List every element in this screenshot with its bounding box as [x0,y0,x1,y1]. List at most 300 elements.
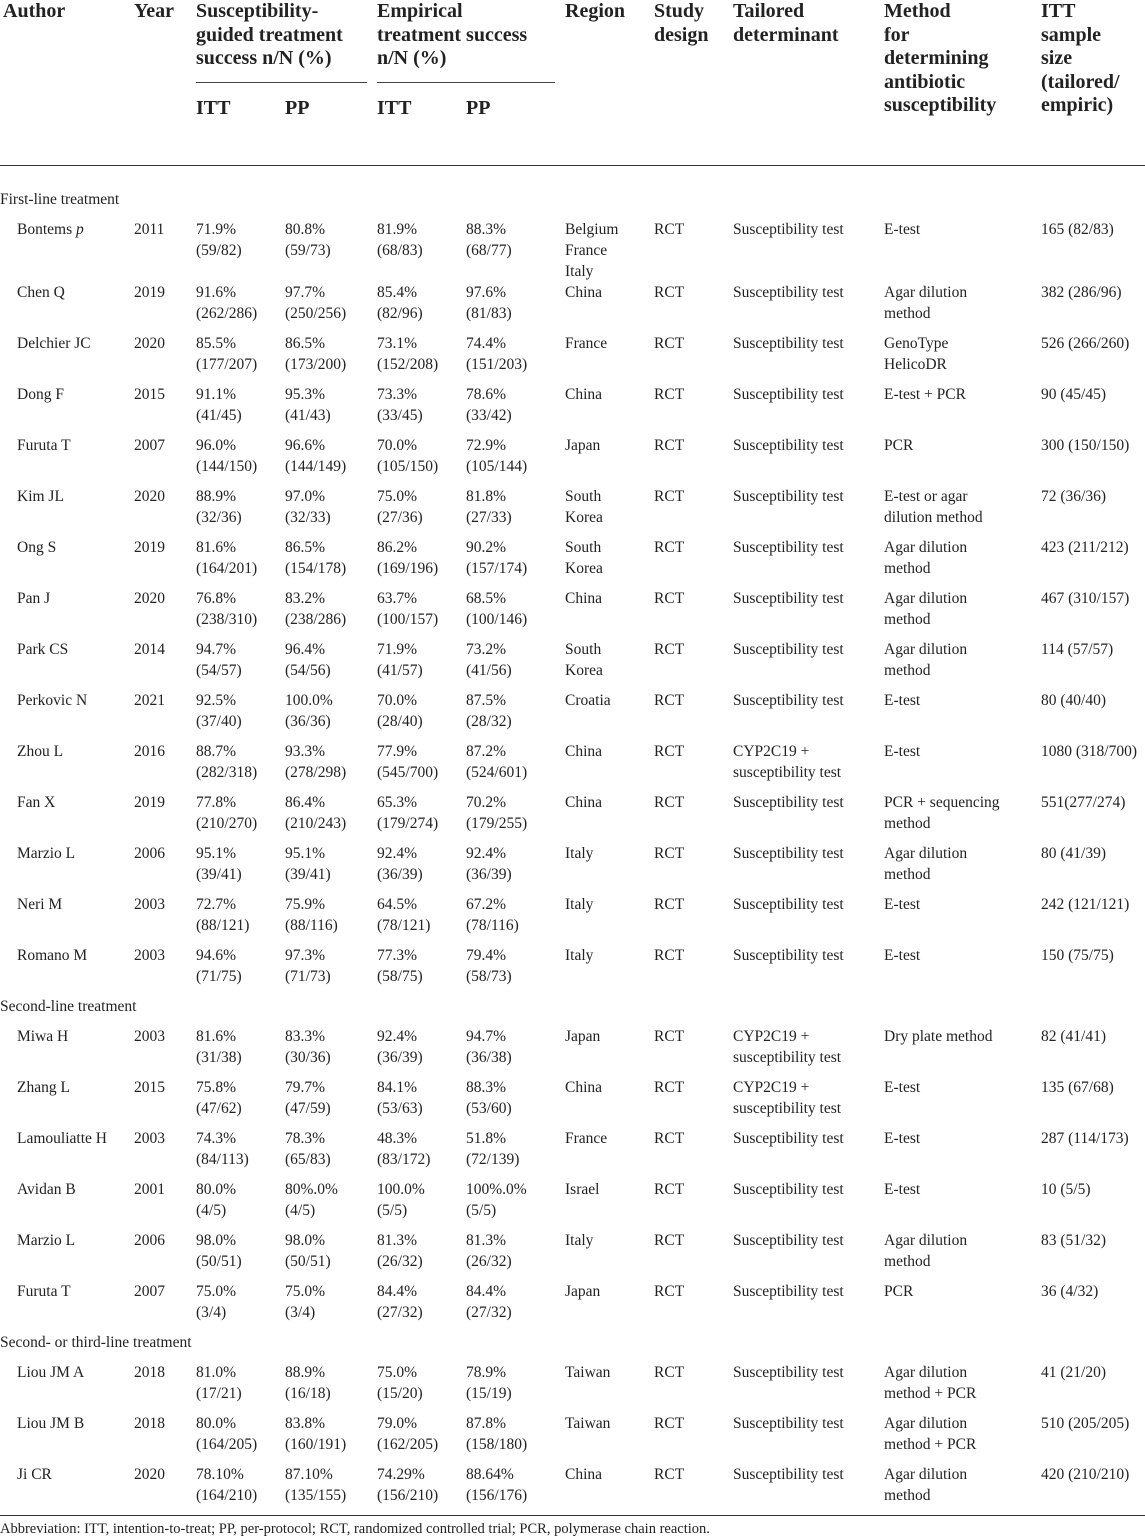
cell-sample-size: 135 (67/68) [1041,1078,1114,1096]
cell-sample-size: 551(277/274) [1041,793,1126,811]
cell-region: China [565,793,603,811]
cell-empirical-pp: 68.5% (100/146) [466,589,528,628]
cell-year: 2015 [134,385,165,403]
cell-sample-size: 420 (210/210) [1041,1465,1130,1483]
cell-study-design: RCT [654,691,685,709]
cell-sample-size: 165 (82/83) [1041,220,1114,238]
cell-tailored-pp: 75.0% (3/4) [285,1282,326,1321]
cell-tailored-itt: 75.8% (47/62) [196,1078,242,1117]
cell-author: Furuta T [17,1282,71,1300]
cell-method: Agar dilution method + PCR [884,1363,977,1402]
cell-empirical-itt: 84.1% (53/63) [377,1078,423,1117]
cell-method: PCR [884,436,914,454]
cell-sample-size: 83 (51/32) [1041,1231,1107,1249]
cell-determinant: Susceptibility test [733,1465,844,1483]
cell-empirical-itt: 48.3% (83/172) [377,1129,431,1168]
cell-study-design: RCT [654,1414,685,1432]
cell-empirical-pp: 70.2% (179/255) [466,793,528,832]
cell-determinant: Susceptibility test [733,895,844,913]
cell-sample-size: 114 (57/57) [1041,640,1114,658]
cell-empirical-pp: 74.4% (151/203) [466,334,528,373]
cell-empirical-itt: 92.4% (36/39) [377,1027,423,1066]
cell-author: Ji CR [17,1465,52,1483]
cell-empirical-itt: 70.0% (28/40) [377,691,423,730]
cell-empirical-pp: 88.3% (53/60) [466,1078,512,1117]
cell-sample-size: 510 (205/205) [1041,1414,1130,1432]
cell-study-design: RCT [654,436,685,454]
cell-author: Marzio L [17,844,76,862]
cell-tailored-itt: 94.6% (71/75) [196,946,242,985]
section-title: Second- or third-line treatment [0,1333,192,1351]
cell-year: 2003 [134,1027,165,1045]
cell-year: 2018 [134,1363,165,1381]
cell-study-design: RCT [654,283,685,301]
cell-determinant: Susceptibility test [733,385,844,403]
cell-determinant: Susceptibility test [733,538,844,556]
cell-author: Kim JL [17,487,64,505]
cell-year: 2019 [134,793,165,811]
cell-empirical-pp: 81.3% (26/32) [466,1231,512,1270]
cell-method: E-test [884,691,921,709]
cell-empirical-itt: 74.29% (156/210) [377,1465,439,1504]
cell-empirical-pp: 88.64% (156/176) [466,1465,528,1504]
cell-empirical-pp: 87.5% (28/32) [466,691,512,730]
cell-study-design: RCT [654,1180,685,1198]
cell-tailored-itt: 85.5% (177/207) [196,334,258,373]
cell-region: Taiwan [565,1414,611,1432]
cell-sample-size: 1080 (318/700) [1041,742,1138,760]
cell-empirical-itt: 75.0% (15/20) [377,1363,423,1402]
cell-empirical-itt: 73.1% (152/208) [377,334,439,373]
cell-region: China [565,283,603,301]
cell-sample-size: 150 (75/75) [1041,946,1114,964]
cell-determinant: CYP2C19 + susceptibility test [733,742,842,781]
cell-empirical-pp: 67.2% (78/116) [466,895,519,934]
table-row [0,219,1145,282]
cell-region: Taiwan [565,1363,611,1381]
cell-region: Israel [565,1180,600,1198]
table-row [0,690,1145,741]
header-tailored-determinant: Tailored determinant [733,0,839,46]
cell-year: 2006 [134,844,165,862]
cell-tailored-pp: 96.6% (144/149) [285,436,347,475]
cell-author: Miwa H [17,1027,69,1045]
cell-determinant: Susceptibility test [733,793,844,811]
cell-region: South Korea [565,640,603,679]
cell-author: Zhang L [17,1078,70,1096]
cell-determinant: CYP2C19 + susceptibility test [733,1027,842,1066]
cell-tailored-pp: 93.3% (278/298) [285,742,347,781]
cell-empirical-pp: 90.2% (157/174) [466,538,528,577]
cell-year: 2003 [134,946,165,964]
cell-tailored-pp: 88.9% (16/18) [285,1363,331,1402]
table-row [0,741,1145,792]
cell-region: France [565,334,608,352]
cell-year: 2020 [134,589,165,607]
cell-determinant: Susceptibility test [733,1180,844,1198]
cell-empirical-pp: 72.9% (105/144) [466,436,528,475]
cell-tailored-pp: 86.5% (154/178) [285,538,347,577]
table-row [0,1230,1145,1281]
cell-method: E-test [884,220,921,238]
table-row [0,792,1145,843]
cell-author: Delchier JC [17,334,91,352]
cell-study-design: RCT [654,895,685,913]
cell-author: Liou JM A [17,1363,85,1381]
cell-tailored-pp: 98.0% (50/51) [285,1231,331,1270]
header-region: Region [565,0,626,22]
cell-year: 2020 [134,1465,165,1483]
cell-empirical-pp: 87.2% (524/601) [466,742,528,781]
cell-empirical-pp: 81.8% (27/33) [466,487,512,526]
cell-determinant: Susceptibility test [733,844,844,862]
cell-year: 2021 [134,691,165,709]
cell-tailored-pp: 83.2% (238/286) [285,589,347,628]
cell-method: E-test [884,742,921,760]
cell-study-design: RCT [654,220,685,238]
cell-study-design: RCT [654,640,685,658]
cell-author: Chen Q [17,283,65,301]
cell-method: Agar dilution method [884,589,968,628]
cell-empirical-itt: 75.0% (27/36) [377,487,423,526]
cell-year: 2020 [134,334,165,352]
cell-determinant: Susceptibility test [733,283,844,301]
cell-tailored-itt: 94.7% (54/57) [196,640,242,679]
cell-determinant: Susceptibility test [733,1363,844,1381]
section-title: First-line treatment [0,190,120,208]
cell-empirical-itt: 84.4% (27/32) [377,1282,423,1321]
cell-method: GenoType HelicoDR [884,334,949,373]
cell-region: China [565,1465,603,1483]
cell-tailored-pp: 96.4% (54/56) [285,640,331,679]
table-row [0,435,1145,486]
cell-tailored-pp: 86.5% (173/200) [285,334,347,373]
table-row [0,1362,1145,1413]
cell-determinant: Susceptibility test [733,1282,844,1300]
cell-empirical-pp: 78.6% (33/42) [466,385,512,424]
cell-study-design: RCT [654,589,685,607]
table-row [0,1026,1145,1077]
cell-determinant: Susceptibility test [733,436,844,454]
cell-determinant: Susceptibility test [733,589,844,607]
cell-tailored-pp: 100.0% (36/36) [285,691,333,730]
cell-year: 2014 [134,640,165,658]
cell-empirical-itt: 71.9% (41/57) [377,640,423,679]
cell-region: South Korea [565,487,603,526]
cell-method: E-test [884,1078,921,1096]
cell-empirical-pp: 78.9% (15/19) [466,1363,512,1402]
cell-author: Neri M [17,895,63,913]
cell-tailored-pp: 79.7% (47/59) [285,1078,331,1117]
cell-study-design: RCT [654,1078,685,1096]
cell-sample-size: 80 (40/40) [1041,691,1107,709]
cell-empirical-itt: 63.7% (100/157) [377,589,439,628]
cell-tailored-pp: 97.7% (250/256) [285,283,347,322]
cell-author: Avidan B [17,1180,76,1198]
cell-method: PCR + sequencing method [884,793,1000,832]
cell-tailored-pp: 75.9% (88/116) [285,895,338,934]
cell-study-design: RCT [654,1282,685,1300]
cell-tailored-itt: 88.7% (282/318) [196,742,258,781]
header-method: Method for determining antibiotic susceptibility [884,0,997,116]
cell-tailored-itt: 80.0% (4/5) [196,1180,237,1219]
cell-region: South Korea [565,538,603,577]
cell-tailored-itt: 96.0% (144/150) [196,436,258,475]
cell-empirical-itt: 64.5% (78/121) [377,895,431,934]
cell-tailored-itt: 91.6% (262/286) [196,283,258,322]
cell-method: E-test or agar dilution method [884,487,983,526]
table-row [0,1179,1145,1230]
cell-determinant: Susceptibility test [733,1231,844,1249]
cell-tailored-pp: 95.3% (41/43) [285,385,331,424]
header-study-design: Study design [654,0,709,46]
cell-study-design: RCT [654,334,685,352]
cell-author: Zhou L [17,742,64,760]
cell-method: E-test [884,1129,921,1147]
cell-year: 2018 [134,1414,165,1432]
cell-empirical-pp: 87.8% (158/180) [466,1414,528,1453]
cell-author: Liou JM B [17,1414,85,1432]
cell-determinant: Susceptibility test [733,487,844,505]
cell-method: E-test [884,1180,921,1198]
cell-tailored-pp: 83.3% (30/36) [285,1027,331,1066]
table-row [0,588,1145,639]
cell-determinant: CYP2C19 + susceptibility test [733,1078,842,1117]
cell-author: Park CS [17,640,69,658]
cell-empirical-itt: 81.9% (68/83) [377,220,423,259]
cell-study-design: RCT [654,1363,685,1381]
cell-method: Dry plate method [884,1027,993,1045]
cell-method: PCR [884,1282,914,1300]
cell-region: Italy [565,1231,594,1249]
cell-study-design: RCT [654,946,685,964]
cell-year: 2003 [134,895,165,913]
cell-method: Agar dilution method [884,844,968,883]
cell-tailored-pp: 97.0% (32/33) [285,487,331,526]
cell-method: Agar dilution method [884,640,968,679]
cell-tailored-itt: 92.5% (37/40) [196,691,242,730]
header-empirical-pp: PP [466,96,491,119]
cell-tailored-pp: 80%.0% (4/5) [285,1180,338,1219]
cell-sample-size: 41 (21/20) [1041,1363,1107,1381]
cell-empirical-itt: 73.3% (33/45) [377,385,423,424]
cell-empirical-itt: 100.0% (5/5) [377,1180,425,1219]
cell-sample-size: 82 (41/41) [1041,1027,1107,1045]
cell-tailored-itt: 77.8% (210/270) [196,793,258,832]
cell-tailored-itt: 81.6% (31/38) [196,1027,242,1066]
cell-empirical-itt: 92.4% (36/39) [377,844,423,883]
cell-tailored-itt: 81.0% (17/21) [196,1363,242,1402]
cell-tailored-itt: 95.1% (39/41) [196,844,242,883]
cell-determinant: Susceptibility test [733,691,844,709]
cell-tailored-itt: 72.7% (88/121) [196,895,250,934]
cell-sample-size: 382 (286/96) [1041,283,1122,301]
cell-empirical-pp: 92.4% (36/39) [466,844,512,883]
cell-region: China [565,742,603,760]
cell-tailored-pp: 95.1% (39/41) [285,844,331,883]
cell-author: Marzio L [17,1231,76,1249]
cell-method: Agar dilution method + PCR [884,1414,977,1453]
cell-empirical-itt: 81.3% (26/32) [377,1231,423,1270]
cell-study-design: RCT [654,538,685,556]
cell-study-design: RCT [654,1465,685,1483]
cell-method: Agar dilution method [884,538,968,577]
table-row [0,843,1145,894]
cell-empirical-itt: 85.4% (82/96) [377,283,423,322]
cell-tailored-pp: 97.3% (71/73) [285,946,331,985]
cell-study-design: RCT [654,844,685,862]
cell-tailored-itt: 88.9% (32/36) [196,487,242,526]
cell-sample-size: 36 (4/32) [1041,1282,1099,1300]
cell-year: 2011 [134,220,165,238]
cell-region: Japan [565,1282,601,1300]
cell-year: 2016 [134,742,165,760]
cell-year: 2006 [134,1231,165,1249]
cell-year: 2015 [134,1078,165,1096]
cell-method: E-test + PCR [884,385,966,403]
header-tailored-itt: ITT [196,96,231,119]
cell-sample-size: 300 (150/150) [1041,436,1130,454]
cell-region: Italy [565,844,594,862]
table-row [0,282,1145,333]
header-sample-size: ITT sample size (tailored/ empiric) [1041,0,1120,116]
cell-study-design: RCT [654,385,685,403]
cell-region: Italy [565,895,594,913]
cell-year: 2007 [134,1282,165,1300]
section-row [0,996,1145,1026]
cell-author: Pan J [17,589,51,607]
cell-author: Perkovic N [17,691,88,709]
cell-empirical-itt: 77.9% (545/700) [377,742,439,781]
header-empirical-group: Empirical treatment success n/N (%) [377,0,565,83]
cell-year: 2007 [134,436,165,454]
cell-determinant: Susceptibility test [733,1414,844,1432]
cell-region: China [565,385,603,403]
cell-author: Bontems p [17,220,84,238]
cell-empirical-itt: 65.3% (179/274) [377,793,439,832]
header-empirical-itt: ITT [377,96,412,119]
cell-method: Agar dilution method [884,283,968,322]
cell-study-design: RCT [654,1027,685,1045]
table-row [0,894,1145,945]
cell-year: 2019 [134,538,165,556]
cell-empirical-pp: 73.2% (41/56) [466,640,512,679]
cell-empirical-pp: 51.8% (72/139) [466,1129,520,1168]
cell-region: France [565,1129,608,1147]
cell-tailored-pp: 87.10% (135/155) [285,1465,347,1504]
table-row [0,945,1145,996]
cell-study-design: RCT [654,1231,685,1249]
table-footnote: Abbreviation: ITT, intention-to-treat; PP, per-protocol; RCT, randomized controlled trial; PCR, polymerase chain reaction. [0,1521,710,1537]
cell-method: Agar dilution method [884,1465,968,1504]
cell-determinant: Susceptibility test [733,334,844,352]
cell-year: 2020 [134,487,165,505]
cell-determinant: Susceptibility test [733,1129,844,1147]
table-header [0,0,1145,165]
cell-tailored-itt: 76.8% (238/310) [196,589,258,628]
cell-sample-size: 423 (211/212) [1041,538,1129,556]
table-row [0,639,1145,690]
cell-study-design: RCT [654,1129,685,1147]
cell-author: Fan X [17,793,56,811]
cell-empirical-itt: 86.2% (169/196) [377,538,439,577]
table-row [0,1281,1145,1332]
cell-tailored-itt: 81.6% (164/201) [196,538,258,577]
cell-region: Japan [565,1027,601,1045]
cell-region: China [565,1078,603,1096]
cell-tailored-itt: 71.9% (59/82) [196,220,242,259]
cell-tailored-itt: 75.0% (3/4) [196,1282,237,1321]
cell-sample-size: 242 (121/121) [1041,895,1130,913]
cell-method: E-test [884,946,921,964]
section-row [0,189,1145,219]
section-title: Second-line treatment [0,997,137,1015]
table-row [0,1077,1145,1128]
cell-method: Agar dilution method [884,1231,968,1270]
cell-study-design: RCT [654,742,685,760]
table-body [0,165,1145,1515]
header-tailored-pp: PP [285,96,310,119]
cell-method: E-test [884,895,921,913]
cell-author: Dong F [17,385,64,403]
cell-tailored-itt: 78.10% (164/210) [196,1465,258,1504]
cell-region: China [565,589,603,607]
cell-empirical-itt: 70.0% (105/150) [377,436,439,475]
header-year: Year [134,0,174,22]
cell-tailored-itt: 74.3% (84/113) [196,1129,249,1168]
table-row [0,486,1145,537]
cell-tailored-itt: 80.0% (164/205) [196,1414,258,1453]
cell-tailored-pp: 86.4% (210/243) [285,793,347,832]
cell-year: 2001 [134,1180,165,1198]
header-tailored-group: Susceptibility- guided treatment success n/N (%) [196,0,377,83]
cell-empirical-pp: 84.4% (27/32) [466,1282,512,1321]
cell-determinant: Susceptibility test [733,946,844,964]
table-row [0,1464,1145,1516]
table-row [0,1413,1145,1464]
cell-region: Japan [565,436,601,454]
cell-author: Lamouliatte H [17,1129,107,1147]
cell-sample-size: 80 (41/39) [1041,844,1107,862]
cell-year: 2019 [134,283,165,301]
cell-sample-size: 287 (114/173) [1041,1129,1129,1147]
cell-sample-size: 90 (45/45) [1041,385,1107,403]
cell-sample-size: 526 (266/260) [1041,334,1130,352]
cell-study-design: RCT [654,793,685,811]
cell-year: 2003 [134,1129,165,1147]
cell-region: Italy [565,946,594,964]
table-row [0,537,1145,588]
cell-author: Furuta T [17,436,71,454]
cell-tailored-pp: 83.8% (160/191) [285,1414,347,1453]
cell-sample-size: 10 (5/5) [1041,1180,1091,1198]
cell-empirical-itt: 79.0% (162/205) [377,1414,439,1453]
cell-empirical-pp: 94.7% (36/38) [466,1027,512,1066]
cell-determinant: Susceptibility test [733,640,844,658]
cell-tailored-itt: 91.1% (41/45) [196,385,242,424]
cell-tailored-pp: 78.3% (65/83) [285,1129,331,1168]
cell-author: Ong S [17,538,57,556]
cell-empirical-pp: 97.6% (81/83) [466,283,512,322]
cell-study-design: RCT [654,487,685,505]
table-row [0,1128,1145,1179]
cell-tailored-itt: 98.0% (50/51) [196,1231,242,1270]
cell-region: Belgium France Italy [565,220,619,280]
table-row [0,333,1145,384]
cell-tailored-pp: 80.8% (59/73) [285,220,331,259]
cell-empirical-pp: 88.3% (68/77) [466,220,512,259]
cell-sample-size: 72 (36/36) [1041,487,1107,505]
